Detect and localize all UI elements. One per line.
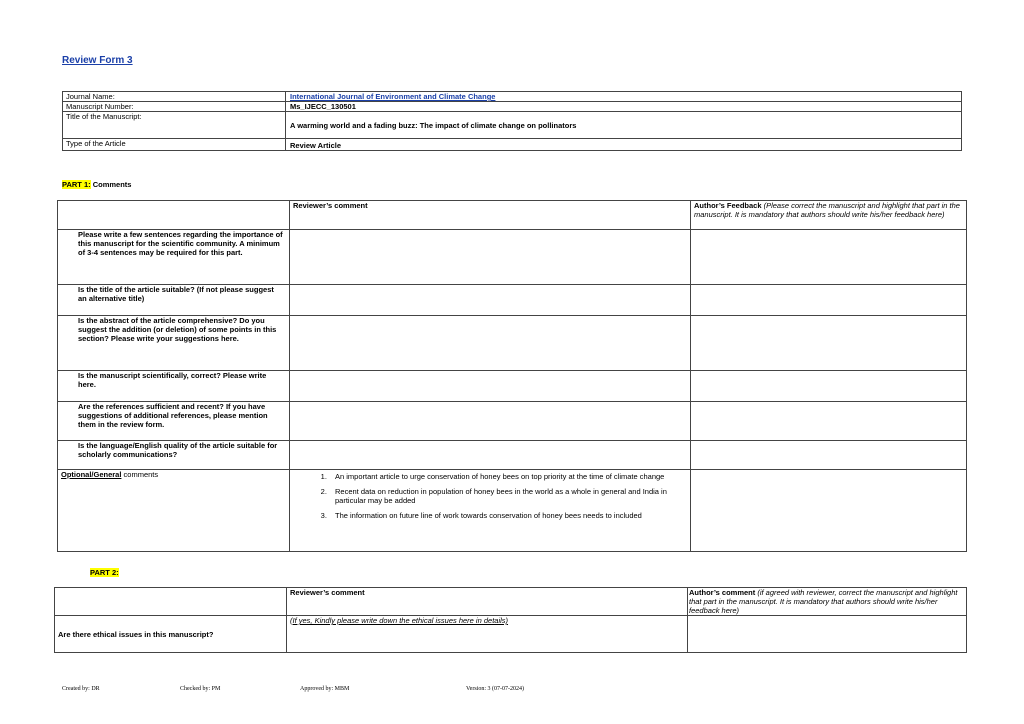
author-comment-note: (if agreed with reviewer, correct the manuscript and highlight that part in the manuscript. It is mandatory that authors should write his/her feedback here) (689, 588, 958, 615)
ethical-reviewer-cell[interactable] (287, 616, 688, 653)
author-comment-title: Author’s comment (689, 588, 756, 597)
question-row (58, 402, 967, 441)
reviewer-cell[interactable] (290, 285, 691, 316)
type-value: Review Article (286, 139, 962, 151)
part2-table (54, 587, 967, 653)
list-item: 2. Recent data on reduction in population of honey bees in the world as a whole in general and India in particular may be added (329, 487, 690, 505)
header-blank-cell (55, 588, 287, 616)
reviewer-cell[interactable] (290, 402, 691, 441)
optional-label-underlined: Optional/General (61, 470, 122, 479)
reviewer-cell[interactable] (290, 371, 691, 402)
question-importance: Please write a few sentences regarding the importance of this manuscript for the scientific community. A minimum of 3-4 sentences may be required for this part. (58, 230, 290, 285)
author-cell[interactable] (688, 616, 967, 653)
footer-approved: Approved by: MBM (300, 686, 350, 692)
type-label: Type of the Article (63, 139, 286, 151)
list-item: 3. The information on future line of work towards conservation of honey bees needs to included (329, 511, 690, 520)
reviewer-cell[interactable] (290, 316, 691, 371)
question-title: Is the title of the article suitable? (If not please suggest an alternative title) (58, 285, 290, 316)
reviewer-cell[interactable] (290, 441, 691, 470)
question-references: Are the references sufficient and recent? If you have suggestions of additional references, please mention them in the review form. (58, 402, 290, 441)
list-item: 1. An important article to urge conservation of honey bees on top priority at the time of climate change (329, 472, 690, 481)
header-blank-cell (58, 201, 290, 230)
footer-created: Created by: DR (62, 686, 100, 692)
part1-heading (62, 180, 131, 189)
manuscript-number-label: Manuscript Number: (63, 102, 286, 112)
journal-link[interactable]: International Journal of Environment and Climate Change (290, 92, 496, 101)
optional-comments-row (58, 470, 967, 552)
optional-comments-label (58, 470, 290, 552)
part1-heading-highlight: PART 1: (62, 180, 91, 189)
footer-version: Version: 3 (07-07-2024) (466, 686, 524, 692)
reviewer-comment-header: Reviewer’s comment (290, 201, 691, 230)
part2-heading (90, 568, 119, 577)
part2-heading-highlight: PART 2: (90, 568, 119, 577)
author-cell[interactable] (691, 230, 967, 285)
author-cell[interactable] (691, 371, 967, 402)
journal-label: Journal Name: (63, 92, 286, 102)
optional-comments-cell[interactable] (290, 470, 691, 552)
question-row (58, 441, 967, 470)
reviewer-cell[interactable] (290, 230, 691, 285)
author-feedback-header (691, 201, 967, 230)
form-title: Review Form 3 (62, 55, 133, 66)
optional-label-rest: comments (121, 470, 159, 479)
optional-comments-list (293, 472, 690, 520)
title-label: Title of the Manuscript: (63, 112, 286, 139)
part2-header-row (55, 588, 967, 616)
question-abstract: Is the abstract of the article comprehensive? Do you suggest the addition (or deletion) of some points in this section? Please write your suggestions here. (58, 316, 290, 371)
type-row (63, 139, 962, 151)
author-cell[interactable] (691, 316, 967, 371)
manuscript-number-row (63, 102, 962, 112)
manuscript-info-table (62, 91, 962, 151)
part1-heading-rest: Comments (90, 180, 132, 189)
journal-row (63, 92, 962, 102)
question-row (58, 316, 967, 371)
question-scientific: Is the manuscript scientifically, correct? Please write here. (58, 371, 290, 402)
question-language: Is the language/English quality of the article suitable for scholarly communications? (58, 441, 290, 470)
author-cell[interactable] (691, 402, 967, 441)
ethical-question: Are there ethical issues in this manuscript? (55, 616, 287, 653)
part1-table (57, 200, 967, 552)
author-cell[interactable] (691, 441, 967, 470)
part1-header-row (58, 201, 967, 230)
title-row (63, 112, 962, 139)
title-value: A warming world and a fading buzz: The impact of climate change on pollinators (286, 112, 962, 139)
author-cell[interactable] (691, 285, 967, 316)
manuscript-number-value: Ms_IJECC_130501 (286, 102, 962, 112)
question-row (58, 230, 967, 285)
question-row (58, 285, 967, 316)
reviewer-comment-header: Reviewer’s comment (287, 588, 688, 616)
question-row (58, 371, 967, 402)
ethical-row (55, 616, 967, 653)
author-cell[interactable] (691, 470, 967, 552)
journal-value[interactable] (286, 92, 962, 102)
footer-checked: Checked by: PM (180, 686, 221, 692)
ethical-note: (If yes, Kindly please write down the ethical issues here in details) (290, 616, 509, 625)
author-feedback-title: Author’s Feedback (694, 201, 762, 210)
author-comment-header (688, 588, 967, 616)
author-feedback-note: (Please correct the manuscript and highlight that part in the manuscript. It is mandatory that authors should write his/her feedback here) (694, 201, 960, 219)
